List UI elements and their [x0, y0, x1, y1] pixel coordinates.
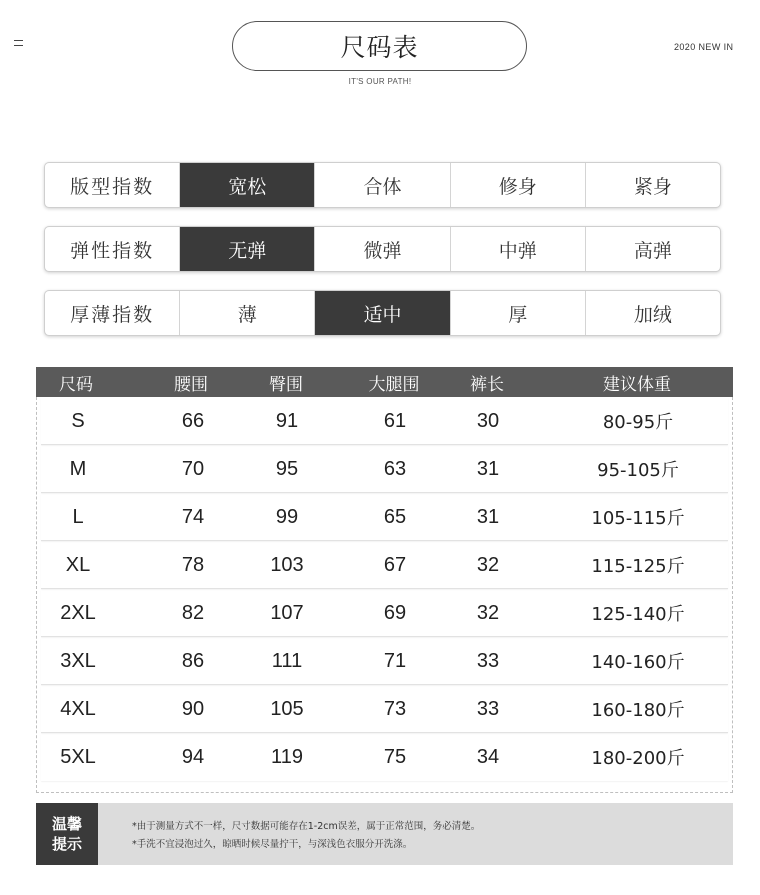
cell-size: 3XL — [60, 649, 96, 672]
cell-weight: 180-200斤 — [591, 748, 685, 769]
cell-size: M — [69, 457, 87, 480]
cell-thigh: 63 — [383, 457, 407, 480]
new-in-label: 2020 NEW IN — [674, 42, 734, 52]
cell-weight: 115-125斤 — [591, 556, 685, 577]
cell-size: S — [71, 409, 85, 432]
tips-label — [36, 803, 98, 865]
elasticity-option-medium: 中弹 — [450, 227, 585, 271]
cell-weight: 140-160斤 — [591, 652, 685, 673]
fit-option-loose: 宽松 — [179, 163, 314, 207]
cell-thigh: 67 — [383, 553, 407, 576]
size-table — [36, 367, 733, 793]
size-table-body — [36, 397, 733, 793]
header-thigh: 大腿围 — [368, 374, 420, 395]
header-length: 裤长 — [470, 374, 504, 395]
tips-text — [98, 803, 480, 865]
table-row — [41, 589, 728, 637]
cell-length: 32 — [476, 553, 500, 576]
cell-length: 33 — [476, 697, 500, 720]
cell-size: XL — [65, 553, 91, 576]
fit-option-regular: 合体 — [314, 163, 449, 207]
thickness-index-row — [44, 290, 721, 336]
cell-hip: 95 — [275, 457, 299, 480]
header-hip: 臀围 — [269, 374, 303, 395]
cell-hip: 111 — [271, 649, 303, 672]
cell-length: 30 — [476, 409, 500, 432]
thickness-index-label: 厚薄指数 — [70, 303, 155, 326]
cell-waist: 78 — [181, 553, 205, 576]
fit-option-tight: 紧身 — [585, 163, 720, 207]
cell-weight: 160-180斤 — [591, 700, 685, 721]
table-row — [41, 493, 728, 541]
table-row — [41, 637, 728, 685]
cell-length: 33 — [476, 649, 500, 672]
thickness-option-moderate: 适中 — [314, 291, 449, 335]
size-table-header — [36, 367, 733, 397]
cell-thigh: 73 — [383, 697, 407, 720]
elasticity-index-row — [44, 226, 721, 272]
cell-size: 4XL — [60, 697, 96, 720]
page-title-text: 尺码表 — [340, 33, 419, 62]
cell-waist: 74 — [181, 505, 205, 528]
header-weight: 建议体重 — [603, 374, 671, 395]
header-size: 尺码 — [59, 374, 93, 395]
fit-index-label: 版型指数 — [70, 175, 155, 198]
cell-waist: 66 — [181, 409, 205, 432]
tip-washing: *手洗不宜浸泡过久，晾晒时候尽量拧干，与深浅色衣服分开洗涤。 — [132, 839, 413, 850]
cell-length: 34 — [476, 745, 500, 768]
elasticity-index-label: 弹性指数 — [70, 239, 155, 262]
cell-thigh: 69 — [383, 601, 407, 624]
cell-waist: 94 — [181, 745, 205, 768]
cell-hip: 91 — [275, 409, 299, 432]
cell-hip: 99 — [275, 505, 299, 528]
cell-waist: 82 — [181, 601, 205, 624]
cell-weight: 95-105斤 — [597, 460, 679, 481]
cell-waist: 90 — [181, 697, 205, 720]
table-row — [41, 397, 728, 445]
cell-hip: 119 — [271, 745, 303, 768]
table-row — [41, 445, 728, 493]
table-row — [41, 685, 728, 733]
elasticity-option-high: 高弹 — [585, 227, 720, 271]
cell-size: 5XL — [60, 745, 96, 768]
tips-label-line1: 温馨 — [51, 815, 82, 833]
table-row — [41, 541, 728, 589]
page-subtitle: IT'S OUR PATH! — [348, 77, 412, 86]
cell-waist: 70 — [181, 457, 205, 480]
cell-length: 32 — [476, 601, 500, 624]
elasticity-option-none: 无弹 — [179, 227, 314, 271]
cell-hip: 103 — [270, 553, 304, 576]
cell-weight: 125-140斤 — [591, 604, 685, 625]
page-title — [232, 21, 527, 71]
cell-hip: 105 — [270, 697, 304, 720]
cell-size: L — [72, 505, 84, 528]
cell-thigh: 65 — [383, 505, 407, 528]
elasticity-option-slight: 微弹 — [314, 227, 449, 271]
cell-length: 31 — [476, 505, 500, 528]
cell-weight: 80-95斤 — [602, 412, 674, 433]
cell-thigh: 61 — [383, 409, 407, 432]
thickness-option-thin: 薄 — [179, 291, 314, 335]
cell-thigh: 71 — [383, 649, 407, 672]
tips-label-line2: 提示 — [51, 835, 82, 853]
tips-panel — [36, 803, 733, 865]
tip-measurement: *由于测量方式不一样，尺寸数据可能存在1-2cm误差，属于正常范围，务必清楚。 — [132, 821, 481, 832]
menu-lines-icon — [14, 38, 24, 48]
cell-waist: 86 — [181, 649, 205, 672]
cell-weight: 105-115斤 — [591, 508, 685, 529]
cell-length: 31 — [476, 457, 500, 480]
thickness-option-thick: 厚 — [450, 291, 585, 335]
fit-index-row — [44, 162, 721, 208]
table-row — [41, 733, 728, 781]
cell-size: 2XL — [60, 601, 96, 624]
cell-thigh: 75 — [383, 745, 407, 768]
header-waist: 腰围 — [174, 374, 208, 395]
thickness-option-fleece: 加绒 — [585, 291, 720, 335]
cell-hip: 107 — [270, 601, 304, 624]
fit-option-slim: 修身 — [450, 163, 585, 207]
